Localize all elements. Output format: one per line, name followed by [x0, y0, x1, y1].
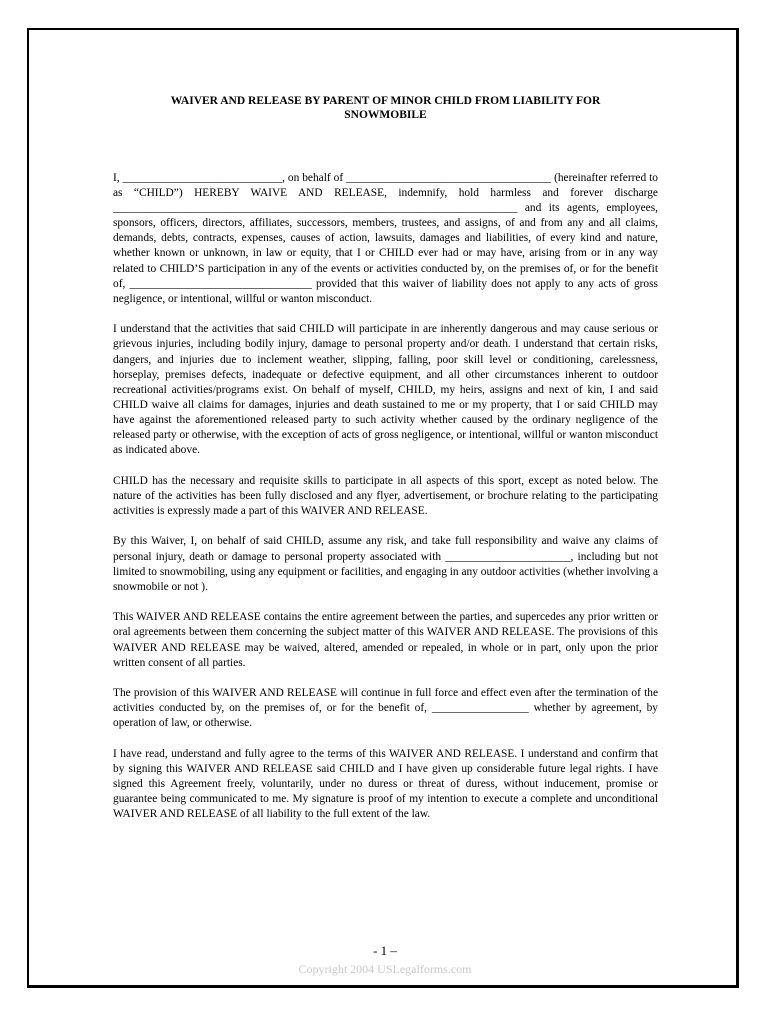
copyright-notice: Copyright 2004 USLegalforms.com [298, 962, 472, 976]
paragraph-inherent-risks: I understand that the activities that said CHILD will participate in are inherently dangerous and may cause serious or grievous injuries, including bodily injury, damage to personal property and/or death. I understand that certain risks, dangers, and injuries due to inclement weather, slipping, falling, poor skill level or conditioning, carelessness, horseplay, premises defects, inadequate or defective equipment, and all other circumstances inherent to outdoor recreational activities/programs exist. On behalf of myself, CHILD, my heirs, assigns and next of kin, I and said CHILD waive all claims for damages, injuries and death sustained to me or my property, that I or said CHILD may have against the aforementioned released party to such activity whether caused by the ordinary negligence of the released party or otherwise, with the exception of acts of gross negligence, or intentional, willful or wanton misconduct as indicated above. [113, 323, 658, 457]
paragraph-survival: The provision of this WAIVER AND RELEASE will continue in full force and effect even after the termination of the activities conducted by, on the premises of, or for the benefit of, _________________ whether by agreement, by operation of law, or otherwise. [113, 687, 658, 730]
document-title-line-1: WAIVER AND RELEASE BY PARENT OF MINOR CHILD FROM LIABILITY FOR [170, 95, 601, 107]
paragraph-assumption-of-risk: By this Waiver, I, on behalf of said CHILD, assume any risk, and take full responsibility and waive any claims of personal injury, death or damage to personal property associated with ______________________, including but not limited to snowmobiling, using any equipment or facilities, and engaging in any outdoor activities (whether involving a snowmobile or not ). [113, 535, 658, 593]
paragraph-entire-agreement: This WAIVER AND RELEASE contains the entire agreement between the parties, and supercedes any prior written or oral agreements between them concerning the subject matter of this WAIVER AND RELEASE. The provisions of this WAIVER AND RELEASE may be waived, altered, amended or repealed, in whole or in part, only upon the prior written consent of all parties. [113, 611, 658, 669]
document-title-line-2: SNOWMOBILE [344, 109, 427, 121]
document-body [113, 171, 658, 838]
page-number: - 1 – [373, 943, 397, 958]
document-title [113, 94, 658, 122]
paragraph-child-skills: CHILD has the necessary and requisite skills to participate in all aspects of this sport, except as noted below. The nature of the activities has been fully disclosed and any flyer, advertisement, or brochure relating to the participating activities is expressly made a part of this WAIVER AND RELEASE. [113, 474, 658, 517]
paragraph-acknowledgement: I have read, understand and fully agree to the terms of this WAIVER AND RELEASE. I understand and confirm that by signing this WAIVER AND RELEASE said CHILD and I have given up considerable future legal rights. I have signed this Agreement freely, voluntarily, under no duress or threat of duress, without inducement, promise or guarantee being communicated to me. My signature is proof of my intention to execute a complete and unconditional WAIVER AND RELEASE of all liability to the full extent of the law. [113, 748, 658, 821]
paragraph-release-parties: I, ____________________________, on behalf of ____________________________________ (hereinafter referred to as “CHILD”) HEREBY WAIVE AND RELEASE, indemnify, hold harmless and forever discharge _______________________________________________________________________ and its agents, employees, sponsors, officers, directors, affiliates, successors, members, trustees, and assigns, of and from any and all claims, demands, debts, contracts, expenses, causes of action, lawsuits, damages and liabilities, of every kind and nature, whether known or unknown, in law or equity, that I or CHILD ever had or may have, arising from or in any way related to CHILD’S participation in any of the events or activities conducted by, on the premises of, or for the benefit of, ________________________________ provided that this waiver of liability does not apply to any acts of gross negligence, or intentional, willful or wanton misconduct. [113, 172, 658, 305]
